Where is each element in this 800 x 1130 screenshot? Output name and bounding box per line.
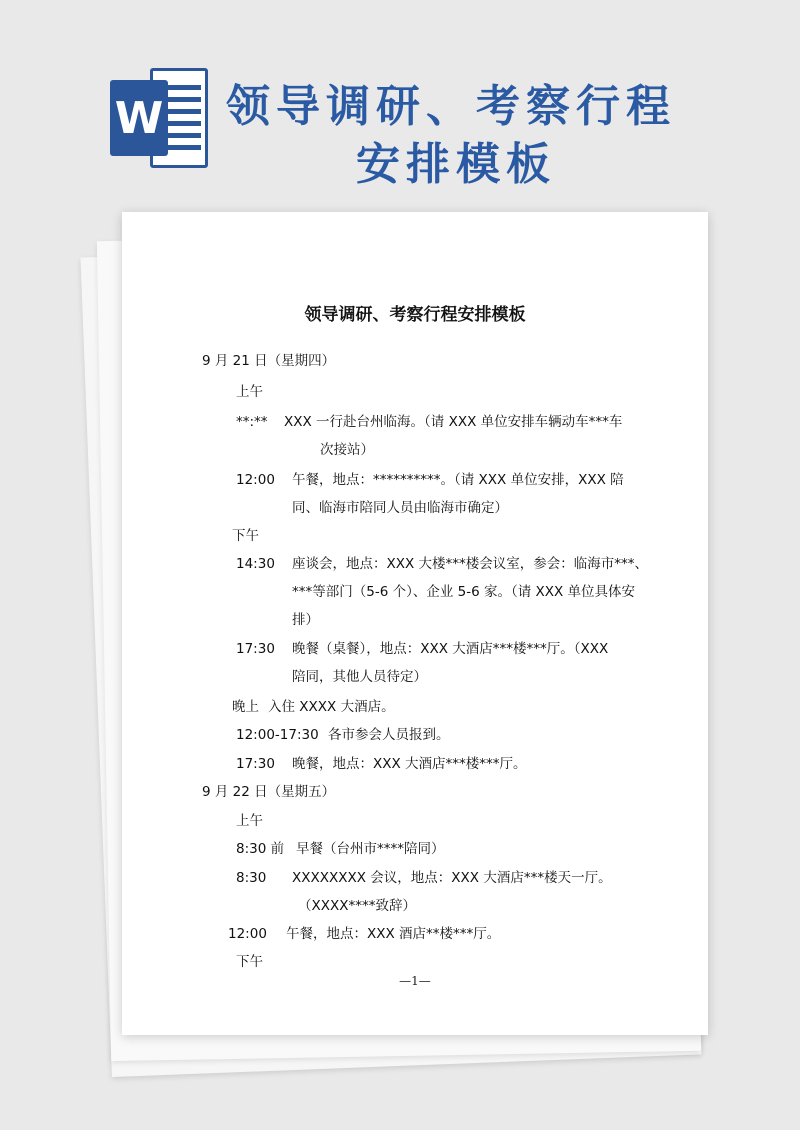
word-letter: W	[110, 80, 168, 156]
period-label: 晚上	[232, 699, 259, 715]
schedule-text-cont: 次接站）	[320, 442, 374, 458]
banner-title-line2: 安排模板	[356, 139, 556, 190]
period-label: 下午	[236, 954, 263, 970]
schedule-text: 入住 XXXX 大酒店。	[268, 699, 395, 715]
schedule-text: 座谈会，地点：XXX 大楼***楼会议室，参会：临海市***、	[292, 556, 649, 572]
time-label: 8:30	[236, 870, 267, 886]
schedule-text: 午餐，地点：XXX 酒店**楼***厅。	[286, 926, 501, 942]
word-logo-icon	[110, 68, 210, 168]
time-label: 14:30	[236, 556, 275, 572]
schedule-text-cont: （XXXX****致辞）	[298, 898, 416, 914]
banner-title-line1: 领导调研、考察行程	[226, 81, 676, 132]
schedule-text-cont: ***等部门（5-6 个）、企业 5-6 家。（请 XXX 单位具体安	[292, 584, 636, 600]
header	[0, 0, 800, 200]
schedule-text: 各市参会人员报到。	[328, 727, 450, 743]
document-title: 领导调研、考察行程安排模板	[304, 305, 526, 325]
schedule-text-cont: 陪同，其他人员待定）	[292, 669, 427, 685]
time-label: 12:00-17:30	[236, 727, 319, 743]
schedule-text-cont: 同、临海市陪同人员由临海市确定）	[292, 500, 508, 516]
time-label: **:**	[236, 414, 268, 430]
time-label: 12:00	[228, 926, 267, 942]
document-page	[122, 212, 708, 1035]
period-label: 上午	[236, 384, 263, 400]
time-label: 17:30	[236, 756, 275, 772]
period-label: 下午	[232, 528, 259, 544]
schedule-text: XXXXXXXX 会议，地点：XXX 大酒店***楼天一厅。	[292, 870, 612, 886]
date-heading: 9 月 21 日（星期四）	[202, 353, 336, 369]
page-number: —1—	[399, 974, 431, 988]
time-label: 8:30 前	[236, 841, 285, 857]
schedule-text-cont: 排）	[292, 612, 319, 628]
schedule-text: 晚餐（桌餐），地点：XXX 大酒店***楼***厅。（XXX	[292, 641, 609, 657]
schedule-text: 晚餐，地点：XXX 大酒店***楼***厅。	[292, 756, 527, 772]
time-label: 17:30	[236, 641, 275, 657]
date-heading: 9 月 22 日（星期五）	[202, 784, 336, 800]
schedule-text: 午餐，地点：**********。（请 XXX 单位安排，XXX 陪	[292, 472, 624, 488]
time-label: 12:00	[236, 472, 275, 488]
schedule-text: XXX 一行赴台州临海。（请 XXX 单位安排车辆动车***车	[284, 414, 623, 430]
period-label: 上午	[236, 813, 263, 829]
schedule-text: 早餐（台州市****陪同）	[296, 841, 445, 857]
